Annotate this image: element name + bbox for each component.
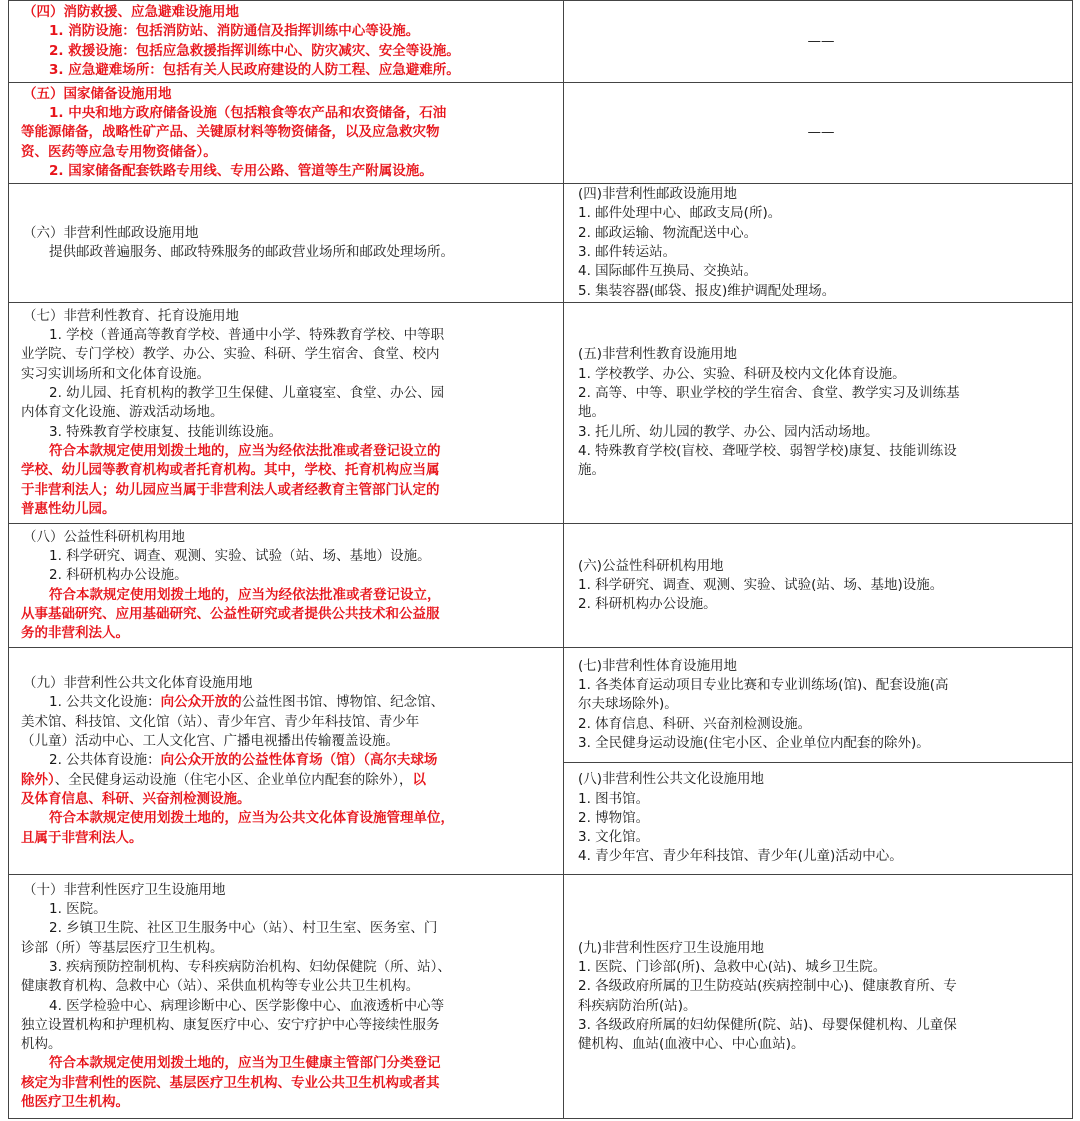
list-item: 2. 各级政府所属的卫生防疫站(疾病控制中心)、健康教育所、专 [578,978,957,995]
list-item: 2. 幼儿园、托育机构的教学卫生保健、儿童寝室、食堂、办公、园 [49,385,445,402]
section-title: (四)非营利性邮政设施用地 [578,186,738,203]
left-cell [9,303,564,524]
list-item: 4. 青少年宫、青少年科技馆、青少年(儿童)活动中心。 [578,848,903,865]
list-item: 1. 图书馆。 [578,790,650,807]
list-item: 内体育文化设施、游戏活动场地。 [21,404,224,421]
note-text: 他医疗卫生机构。 [21,1093,129,1110]
list-item: 地。 [578,404,605,421]
item-text: 、全民健身运动设施（住宅小区、企业单位内配套的除外）， [54,771,413,788]
section-title: （七）非营利性教育、托育设施用地 [23,307,239,324]
section-title: （八）公益性科研机构用地 [23,528,185,545]
table-row [9,1,1073,83]
list-item: （儿童）活动中心、工人文化宫、广播电视播出传输覆盖设施。 [21,733,399,750]
list-item [21,751,557,770]
item-text: 公益性图书馆、博物馆、纪念馆、 [241,694,445,711]
list-item: 2. 国家储备配套铁路专用线、专用公路、管道等生产附属设施。 [49,162,433,179]
list-item: 1. 消防设施：包括消防站、消防通信及指挥训练中心等设施。 [49,23,420,40]
list-item: 3. 邮件转运站。 [578,244,677,260]
list-item [21,771,557,790]
section-title: (九)非营利性医疗卫生设施用地 [578,939,765,956]
highlight-text: 以 [412,771,426,788]
right-cell [564,184,1073,303]
list-item: 1. 科学研究、调查、观测、实验、试验(站、场、基地)设施。 [578,576,944,593]
list-item: 3. 全民健身运动设施(住宅小区、企业单位内配套的除外)。 [578,734,930,751]
list-item: 3. 应急避难场所：包括有关人民政府建设的人防工程、应急避难所。 [49,61,460,78]
left-cell [9,648,564,875]
right-cell [564,763,1073,875]
section-title: （六）非营利性邮政设施用地 [23,224,199,241]
note-text: 符合本款规定使用划拨土地的，应当为卫生健康主管部门分类登记 [49,1055,441,1072]
table-row [9,83,1073,184]
section-title: （四）消防救援、应急避难设施用地 [23,3,239,20]
section-title: （九）非营利性公共文化体育设施用地 [23,675,253,692]
section-title: (七)非营利性体育设施用地 [578,657,738,674]
list-item: 科疾病防治所(站)。 [578,997,697,1014]
list-item: 1. 各类体育运动项目专业比赛和专业训练场(馆)、配套设施(高 [578,677,949,694]
right-cell [564,875,1073,1119]
list-item: 美术馆、科技馆、文化馆（站）、青少年宫、青少年科技馆、青少年 [21,713,420,730]
list-item: 等能源储备，战略性矿产品、关键原材料等物资储备，以及应急救灾物 [21,124,440,141]
note-text: 普惠性幼儿园。 [21,500,116,517]
list-item: 2. 博物馆。 [578,809,650,826]
list-item: 2. 乡镇卫生院、社区卫生服务中心（站）、村卫生室、医务室、门 [49,920,438,937]
note-text: 务的非营利法人。 [21,625,129,642]
highlight-text: 向公众开放的公益性体育场（馆）（高尔夫球场 [160,752,438,769]
empty-dash: —— [807,124,835,141]
list-item: 诊部（所）等基层医疗卫生机构。 [21,939,224,956]
section-title: (五)非营利性教育设施用地 [578,346,738,363]
list-item: 1. 中央和地方政府储备设施（包括粮食等农产品和农资储备，石油 [49,105,447,122]
list-item: 4. 特殊教育学校(盲校、聋哑学校、弱智学校)康复、技能训练设 [578,442,957,459]
note-text: 且属于非营利法人。 [21,829,143,846]
section-description: 提供邮政普遍服务、邮政特殊服务的邮政营业场所和邮政处理场所。 [49,244,454,260]
table-row [9,648,1073,763]
highlight-text: 除外） [21,771,55,788]
item-prefix: 2. 公共体育设施： [49,752,161,769]
note-text: 于非营利法人；幼儿园应当属于非营利法人或者经教育主管部门认定的 [21,481,440,498]
list-item: 4. 医学检验中心、病理诊断中心、医学影像中心、血液透析中心等 [49,997,445,1014]
list-item: 资、医药等应急专用物资储备）。 [21,143,217,160]
note-text: 核定为非营利性的医院、基层医疗卫生机构、专业公共卫生机构或者其 [21,1074,440,1091]
list-item: 实习实训场所和文化体育设施。 [21,365,210,382]
list-item: 1. 科学研究、调查、观测、实验、试验（站、场、基地）设施。 [49,547,431,564]
list-item: 3. 特殊教育学校康复、技能训练设施。 [49,423,283,440]
table-row [9,875,1073,1119]
left-cell [9,524,564,648]
list-item: 5. 集装容器(邮袋、报皮)维护调配处理场。 [578,282,836,299]
list-item: 1. 学校（普通高等教育学校、普通中小学、特殊教育学校、中等职 [49,327,445,344]
list-item: 1. 医院。 [49,901,107,918]
list-item: 业学院、专门学校）教学、办公、实验、科研、学生宿舍、食堂、校内 [21,346,440,363]
table-row [9,524,1073,648]
list-item: 2. 科研机构办公设施。 [49,567,188,584]
section-title: （五）国家储备设施用地 [23,85,172,102]
list-item [21,693,557,712]
highlight-text: 向公众开放的 [160,694,242,711]
left-cell [9,83,564,184]
list-item: 2. 邮政运输、物流配送中心。 [578,224,758,241]
list-item: 机构。 [21,1036,62,1053]
left-cell [9,875,564,1119]
section-title: (六)公益性科研机构用地 [578,557,724,574]
right-cell [564,648,1073,763]
table-row [9,303,1073,524]
comparison-table [8,0,1073,1119]
list-item: 2. 体育信息、科研、兴奋剂检测设施。 [578,715,812,732]
right-cell [564,1,1073,83]
list-item: 3. 疾病预防控制机构、专科疾病防治机构、妇幼保健院（所、站）、 [49,958,451,975]
list-item: 3. 托儿所、幼儿园的教学、办公、园内活动场地。 [578,423,879,440]
section-title: （十）非营利性医疗卫生设施用地 [23,881,226,898]
item-prefix: 1. 公共文化设施： [49,694,161,711]
list-item: 3. 文化馆。 [578,829,650,846]
right-cell [564,524,1073,648]
document-page [8,0,1072,1121]
list-item: 尔夫球场除外)。 [578,696,678,713]
note-text: 符合本款规定使用划拨土地的，应当为经依法批准或者登记设立， [49,586,441,603]
list-item: 及体育信息、科研、兴奋剂检测设施。 [21,790,251,807]
note-text: 符合本款规定使用划拨土地的，应当为公共文化体育设施管理单位， [49,810,454,827]
empty-dash: —— [807,32,835,49]
right-cell [564,83,1073,184]
list-item: 2. 高等、中等、职业学校的学生宿舍、食堂、教学实习及训练基 [578,385,960,402]
list-item: 施。 [578,462,605,479]
section-title: (八)非营利性公共文化设施用地 [578,771,765,788]
list-item: 3. 各级政府所属的妇幼保健所(院、站)、母婴保健机构、儿童保 [578,1016,957,1033]
list-item: 1. 邮件处理中心、邮政支局(所)。 [578,205,782,222]
list-item: 4. 国际邮件互换局、交换站。 [578,263,758,280]
list-item: 健机构、血站(血液中心、中心血站)。 [578,1036,805,1053]
note-text: 从事基础研究、应用基础研究、公益性研究或者提供公共技术和公益服 [21,605,440,622]
left-cell [9,1,564,83]
right-cell [564,303,1073,524]
list-item: 健康教育机构、急救中心（站）、采供血机构等专业公共卫生机构。 [21,978,420,995]
list-item: 2. 救援设施：包括应急救援指挥训练中心、防灾减灾、安全等设施。 [49,42,460,59]
table-row [9,184,1073,303]
list-item: 1. 医院、门诊部(所)、急救中心(站)、城乡卫生院。 [578,958,887,975]
list-item: 1. 学校教学、办公、实验、科研及校内文化体育设施。 [578,365,906,382]
note-text: 学校、幼儿园等教育机构或者托育机构。其中，学校、托育机构应当属 [21,462,440,479]
note-text: 符合本款规定使用划拨土地的，应当为经依法批准或者登记设立的 [49,442,441,459]
list-item: 2. 科研机构办公设施。 [578,596,717,613]
list-item: 独立设置机构和护理机构、康复医疗中心、安宁疗护中心等接续性服务 [21,1016,440,1033]
left-cell [9,184,564,303]
